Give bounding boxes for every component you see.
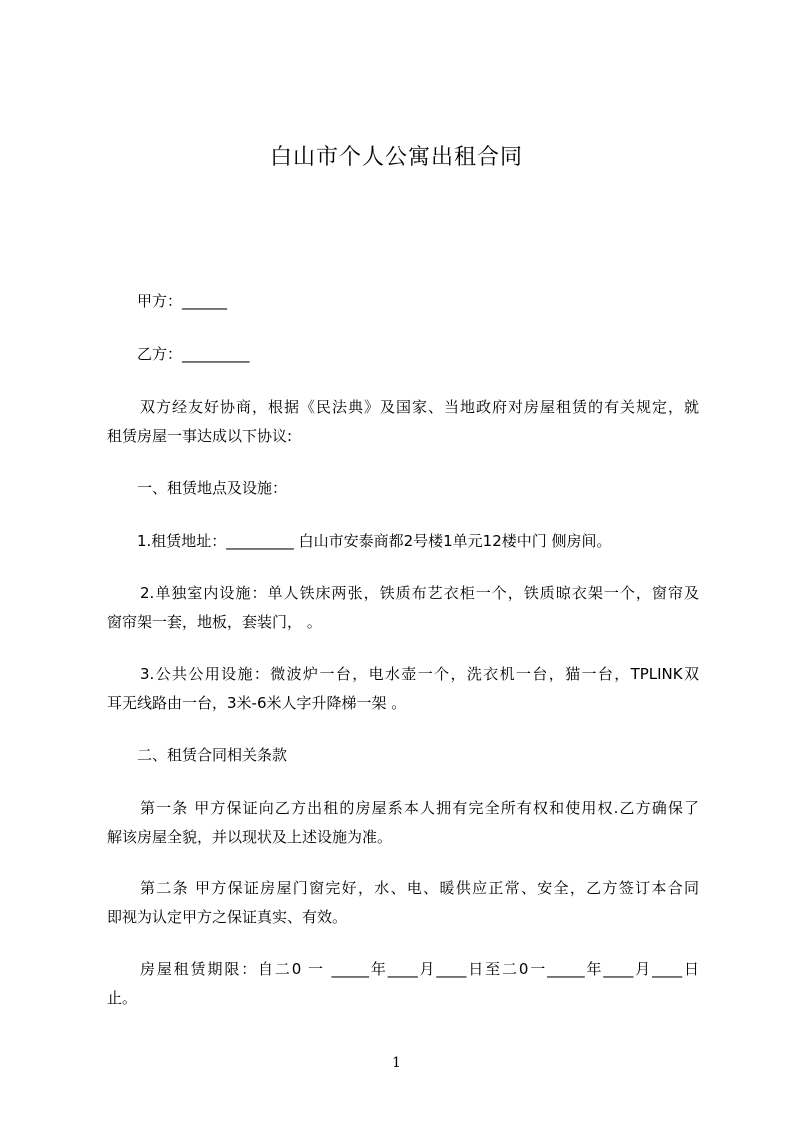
indoor-facilities-line-1: 2.单独室内设施：单人铁床两张，铁质布艺衣柜一个，铁质晾衣架一个，窗帘及 bbox=[140, 584, 699, 602]
article-1-line-1: 第一条 甲方保证向乙方出租的房屋系本人拥有完全所有权和使用权.乙方确保了 bbox=[140, 799, 699, 817]
party-a-line: 甲方：______ bbox=[137, 292, 228, 310]
lease-term-line-1: 房屋租赁期限：自二0 一 _____年____月____日至二0一_____年____月____日 bbox=[140, 960, 699, 978]
indoor-facilities-item bbox=[107, 579, 699, 637]
lease-address-item: 1.租赁地址：_________ 白山市安泰商都2号楼1单元12楼中门 侧房间。 bbox=[137, 532, 612, 550]
intro-line-2: 租赁房屋一事达成以下协议: bbox=[107, 427, 293, 445]
public-facilities-line-1: 3.公共公用设施：微波炉一台，电水壶一个，洗衣机一台，猫一台，TPLINK双 bbox=[140, 665, 699, 683]
section1-heading: 一、租赁地点及设施： bbox=[137, 479, 288, 497]
article-2-line-2: 即视为认定甲方之保证真实、有效。 bbox=[107, 908, 348, 926]
intro-line-1: 双方经友好协商，根据《民法典》及国家、当地政府对房屋租赁的有关规定，就 bbox=[140, 398, 699, 416]
public-facilities-line-2: 耳无线路由一台，3米-6米人字升降梯一架 。 bbox=[107, 694, 407, 712]
party-b-line: 乙方：_________ bbox=[137, 345, 250, 363]
document-title: 白山市个人公寓出租合同 bbox=[269, 145, 523, 170]
lease-term-line-2: 止。 bbox=[107, 989, 138, 1007]
page-number: 1 bbox=[392, 1055, 401, 1071]
public-facilities-item bbox=[107, 660, 699, 718]
section2-heading: 二、租赁合同相关条款 bbox=[137, 746, 288, 764]
article-2-line-1: 第二条 甲方保证房屋门窗完好，水、电、暖供应正常、安全，乙方签订本合同 bbox=[140, 879, 699, 897]
article-1 bbox=[107, 794, 699, 852]
intro-paragraph bbox=[107, 393, 699, 451]
article-1-line-2: 解该房屋全貌，并以现状及上述设施为准。 bbox=[107, 828, 393, 846]
article-2 bbox=[107, 874, 699, 932]
lease-term bbox=[107, 955, 699, 1013]
indoor-facilities-line-2: 窗帘架一套，地板，套装门， 。 bbox=[107, 613, 322, 631]
